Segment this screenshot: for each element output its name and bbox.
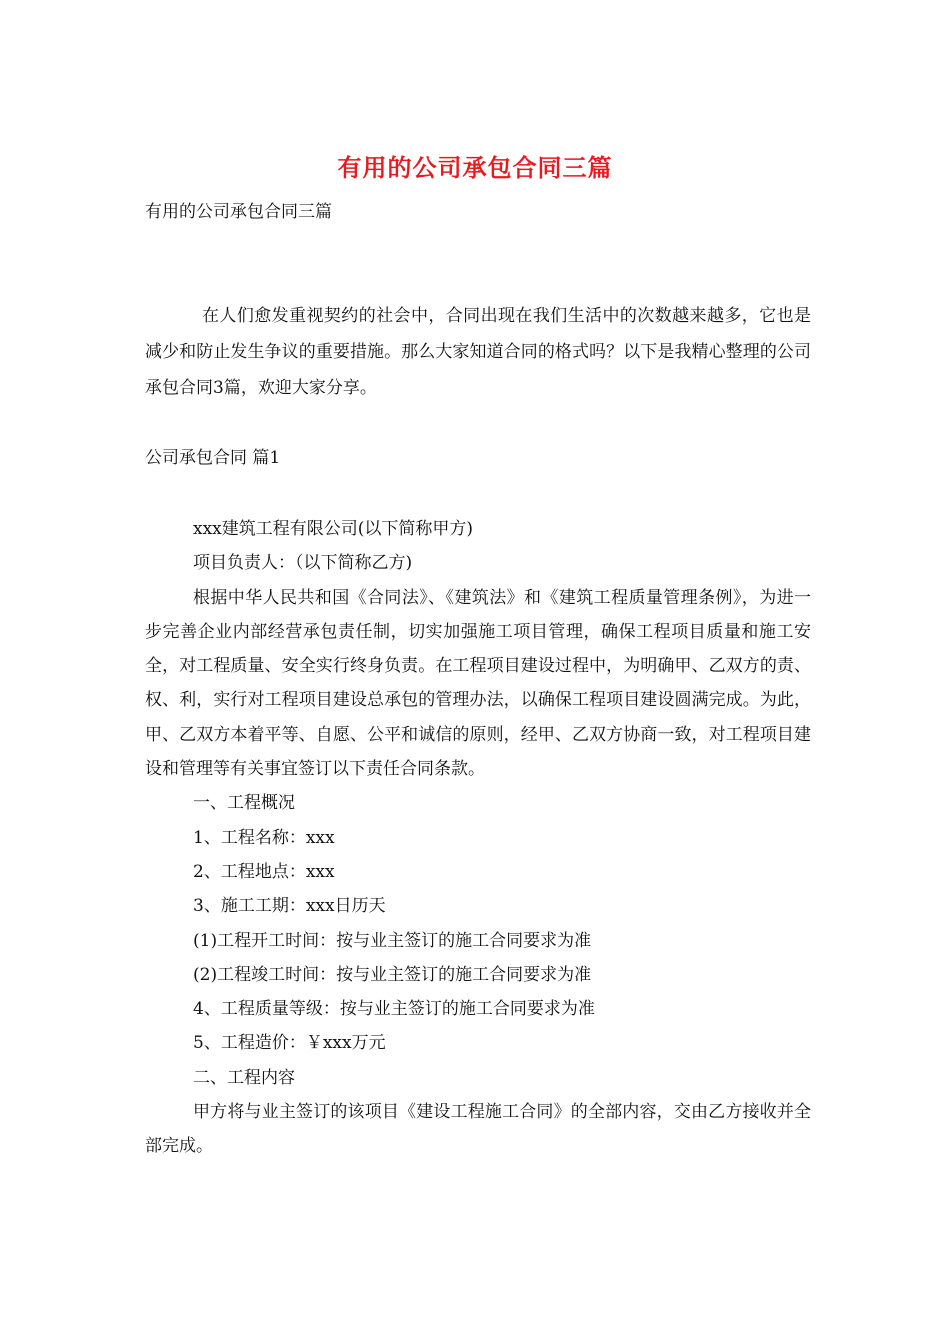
contract-body: [145, 512, 811, 1164]
clause-project-location: 2、工程地点：xxx: [193, 861, 335, 882]
intro-paragraph: 在人们愈发重视契约的社会中，合同出现在我们生活中的次数越来越多，它也是减少和防止发生争议的重要措施。那么大家知道合同的格式吗？以下是我精心整理的公司承包合同3篇，欢迎大家分享。: [145, 306, 811, 398]
document-title: 有用的公司承包合同三篇: [337, 153, 613, 182]
clause-project-cost: 5、工程造价：￥xxx万元: [193, 1033, 386, 1054]
clause-construction-period: 3、施工工期：xxx日历天: [193, 896, 386, 917]
clause-quality-grade: 4、工程质量等级：按与业主签订的施工合同要求为准: [193, 999, 595, 1020]
section-heading: 公司承包合同 篇1: [145, 448, 281, 468]
party-b-line: 项目负责人：（以下简称乙方): [193, 553, 413, 574]
document-subtitle: 有用的公司承包合同三篇: [145, 202, 332, 222]
clause-heading-overview: 一、工程概况: [193, 793, 295, 814]
party-a-line: xxx建筑工程有限公司(以下简称甲方): [193, 519, 474, 539]
clause-content-paragraph: 甲方将与业主签订的该项目《建设工程施工合同》的全部内容，交由乙方接收并全部完成。: [145, 1102, 811, 1157]
preamble-paragraph: 根据中华人民共和国《合同法》、《建筑法》和《建筑工程质量管理条例》，为进一步完善企业内部经营承包责任制，切实加强施工项目管理，确保工程项目质量和施工安全，对工程质量、安全实行终身负责。在工程项目建设过程中，为明确甲、乙双方的责、权、利，实行对工程项目建设总承包的管理办法，以确保工程项目建设圆满完成。为此，甲、乙双方本着平等、自愿、公平和诚信的原则，经甲、乙双方协商一致，对工程项目建设和管理等有关事宜签订以下责任合同条款。: [145, 587, 811, 780]
clause-completion-time: (2)工程竣工时间：按与业主签订的施工合同要求为准: [193, 964, 592, 985]
clause-start-time: (1)工程开工时间：按与业主签订的施工合同要求为准: [193, 930, 592, 951]
clause-heading-content: 二、工程内容: [193, 1067, 295, 1088]
clause-project-name: 1、工程名称：xxx: [193, 827, 335, 848]
